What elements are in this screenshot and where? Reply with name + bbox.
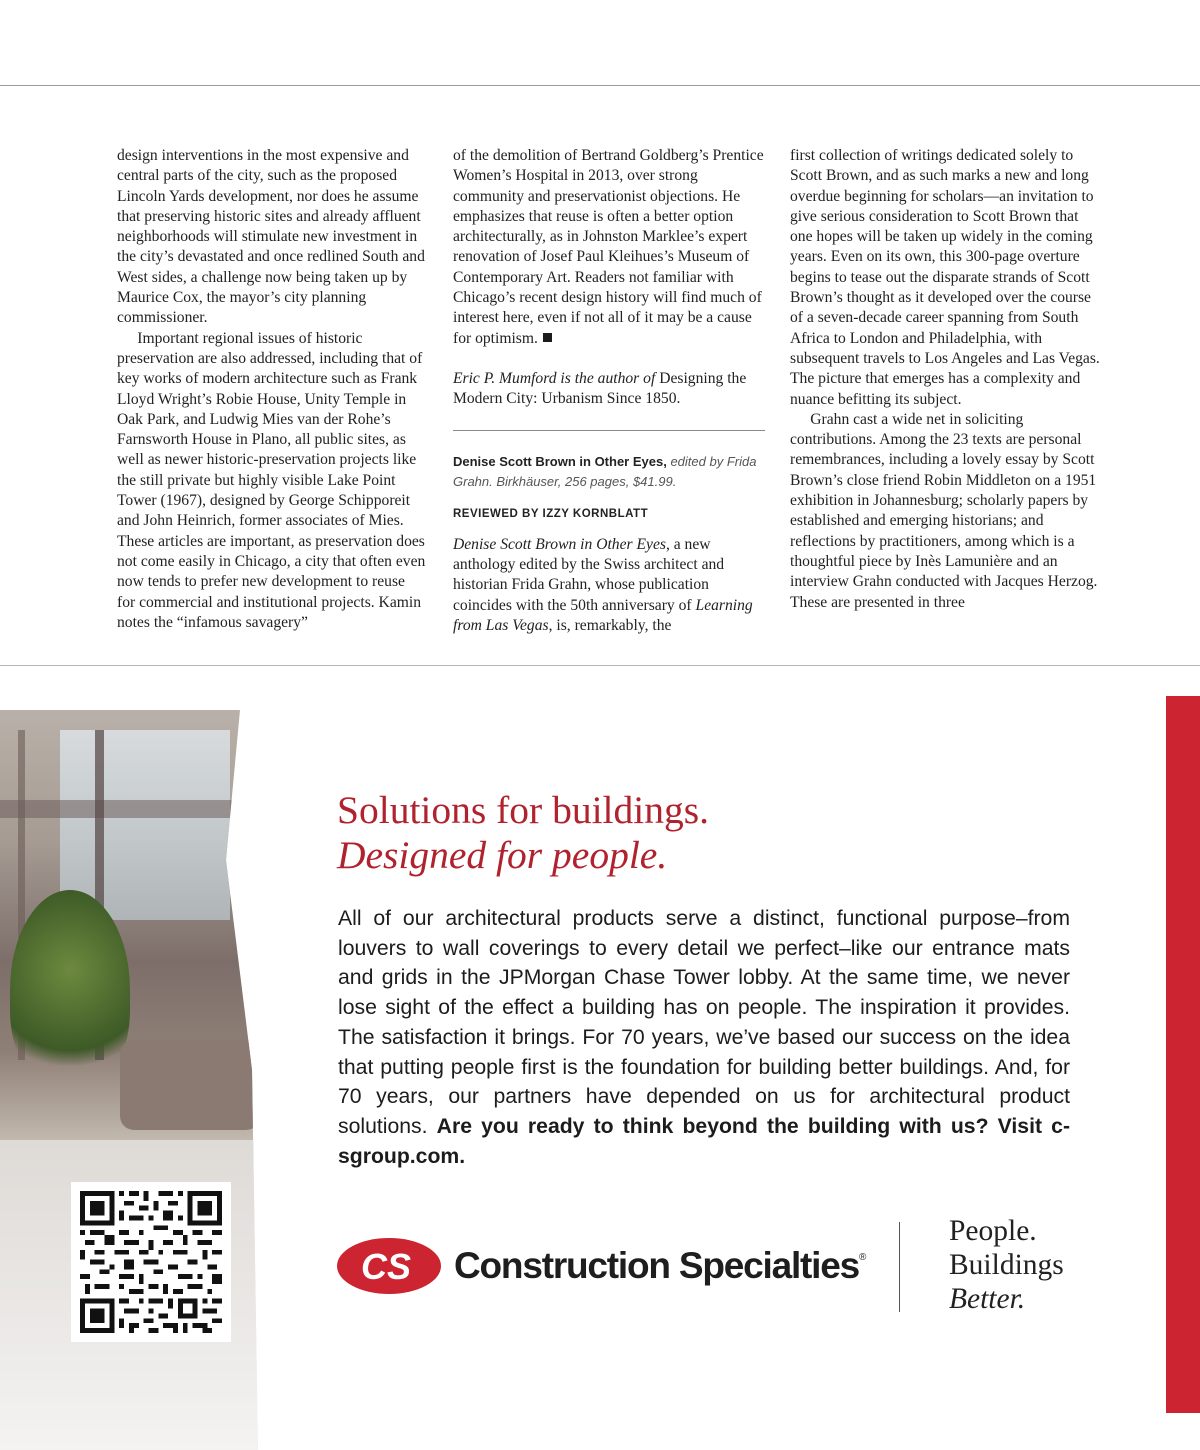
call-to-action-link[interactable]: Are you ready to think beyond the building with us? Visit c-sgroup.com.	[338, 1114, 1070, 1168]
ad-separator-rule	[0, 665, 1200, 666]
ad-headline	[337, 788, 1057, 878]
cs-logo-text: CS	[360, 1246, 412, 1287]
reviewer-byline: REVIEWED BY IZZY KORNBLATT	[453, 507, 649, 520]
logo-divider	[899, 1222, 900, 1312]
section-divider	[453, 430, 765, 431]
paragraph: Important regional issues of historic preservation are also addressed, including that of key works of modern architecture such as Frank Lloyd Wright’s Robie House, Unity Temple in Oak Park, and Ludwig Mies van der Rohe’s Farnsworth House in Plano, all public sites, as well as newer historic-preservation projects like the still private but highly visible Lake Point Tower (1967), designed by George Schipporeit and John Heinrich, former associates of Mies. These articles are important, as preservation does not come easily in Chicago, a city that often even now tends to prefer new development to reuse for commercial and institutional projects. Kamin notes the “infamous savagery”	[117, 329, 426, 631]
end-mark-icon	[543, 333, 552, 342]
paragraph: design interventions in the most expensive and central parts of the city, such as the proposed Lincoln Yards development, nor does he assume that preserving historic sites and already affluent neighborhoods will stimulate new investment in the city’s devastated and once redlined South and West sides, a challenge now being taken up by Maurice Cox, the mayor’s city planning commissioner.	[117, 147, 425, 327]
article-column-2	[453, 146, 765, 636]
headline-line-1: Solutions for buildings.	[337, 788, 709, 832]
ad-body-copy: All of our architectural products serve a distinct, functional purpose–from louvers to wall coverings to every detail we perfect–like our entrance mats and grids in the JPMorgan Chase Tower lobby. At the same time, we never lose sight of the effect a building has on people. The inspiration it provides. The satisfaction it brings. For 70 years, we’ve based our success on the idea that putting people first is the foundation for building better buildings. And, for 70 years, our partners have depended on us for architectural product solutions. Are you ready to think beyond the building with us? Visit c-sgroup.com.	[338, 907, 1070, 1168]
brand-tagline	[949, 1214, 1064, 1316]
top-rule	[0, 85, 1200, 86]
qr-code-icon	[80, 1191, 222, 1333]
tagline-line-3: Better.	[949, 1283, 1026, 1315]
qr-code[interactable]	[71, 1182, 231, 1342]
tagline-line-2: Buildings	[949, 1249, 1064, 1281]
paragraph: Grahn cast a wide net in soliciting contributions. Among the 23 texts are personal remembrances, including a lovely essay by Scott Brown’s close friend Robin Middleton on a 1951 exhibition in Johannesburg; scholarly papers by established and emerging historians; and reflections by practitioners, among which is a thoughtful piece by Inès Lamunière and an interview Grahn conducted with Jacques Herzog. These are presented in three	[790, 410, 1098, 611]
brand-name: Construction Specialties®	[454, 1245, 867, 1286]
review-book-info: Denise Scott Brown in Other Eyes, edited by Frida Grahn. Birkhäuser, 256 pages, $41.99.	[453, 453, 757, 489]
article-column-3	[790, 146, 1100, 613]
red-side-band	[1166, 696, 1200, 1413]
paragraph: first collection of writings dedicated solely to Scott Brown, and as such marks a new and long overdue beginning for scholars—an invitation to give serious consideration to Scott Brown that one hopes will be taken up widely in the coming years. Even on its own, this 300-page overture begins to tease out the disparate strands of Scott Brown’s thought as it developed over the course of a seven-decade career spanning from South Africa to London and Philadelphia, with subsequent travels to Los Angeles and Las Vegas. The picture that emerges has a complexity and nuance befitting its subject.	[790, 147, 1100, 408]
author-bio: Eric P. Mumford is the author of Designing the Modern City: Urbanism Since 1850.	[453, 369, 747, 408]
paragraph: of the demolition of Bertrand Goldberg’s Prentice Women’s Hospital in 2013, over strong community and preservationist objections. He emphasizes that reuse is often a better option architecturally, as in Johnston Marklee’s expert renovation of Josef Paul Kleihues’s Museum of Contemporary Art. Readers not familiar with Chicago’s recent design history will find much of interest here, even if not all of it may be a cause for optimism.	[453, 147, 764, 347]
tagline-line-1: People.	[949, 1215, 1037, 1247]
paragraph: Denise Scott Brown in Other Eyes, a new anthology edited by the Swiss architect and historian Frida Grahn, whose publication coincides with the 50th anniversary of Learning from Las Vegas, is, remarkably, the	[453, 535, 753, 635]
cs-logo-icon	[336, 1237, 442, 1295]
headline-line-2: Designed for people.	[337, 833, 668, 877]
article-column-1	[117, 146, 427, 633]
